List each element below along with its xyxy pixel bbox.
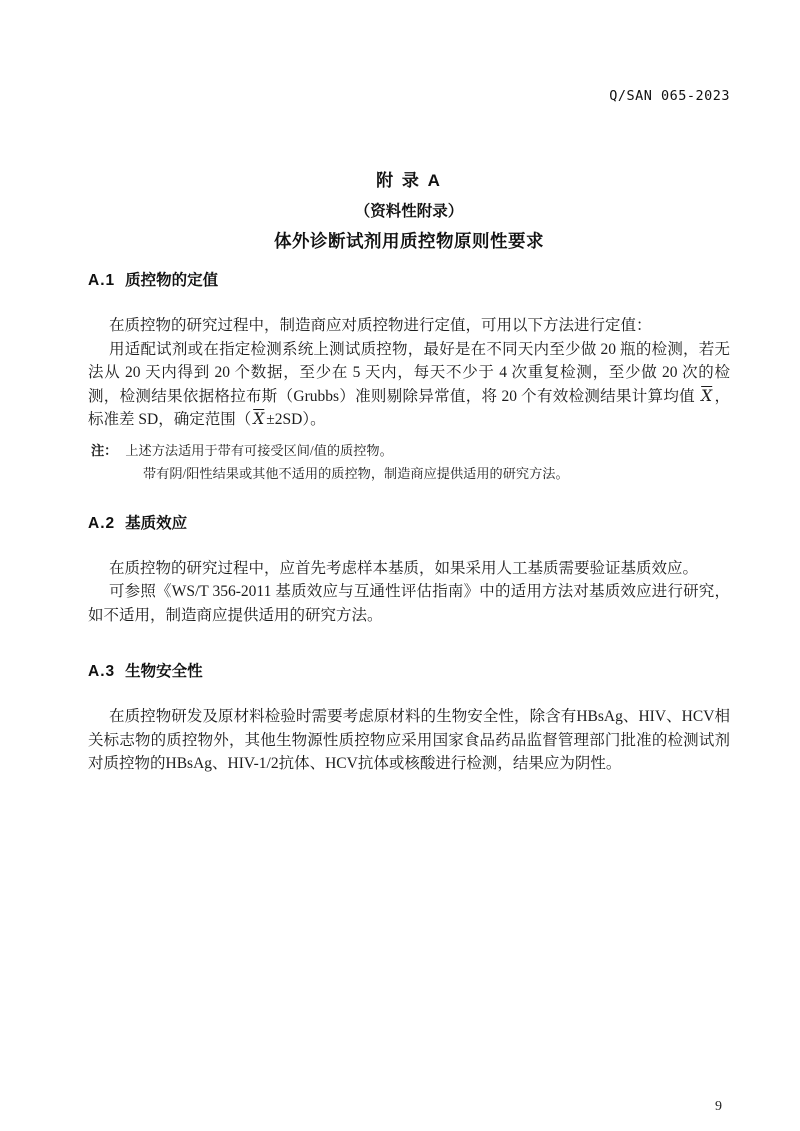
paragraph-text: ±2SD）。 bbox=[266, 411, 326, 428]
section-a3-body bbox=[88, 705, 730, 776]
note-text: 上述方法适用于带有可接受区间/值的质控物。 bbox=[125, 442, 393, 458]
annex-title: 附 录 A bbox=[376, 171, 442, 190]
paragraph-with-formula bbox=[88, 338, 730, 432]
section-heading-a1 bbox=[88, 268, 730, 290]
paragraph: 在质控物研发及原材料检验时需要考虑原材料的生物安全性，除含有HBsAg、HIV、HCV相关标志物的质控物外，其他生物源性质控物应采用国家食品药品监督管理部门批准的检测试剂对质控物的HBsAg、HIV-1/2抗体、HCV抗体或核酸进行检测，结果应为阴性。 bbox=[88, 708, 730, 772]
xbar-mean-symbol: $\overline{X}$ bbox=[701, 386, 713, 405]
annex-title-block bbox=[88, 166, 730, 253]
note-block bbox=[91, 439, 730, 485]
section-number: A.3 bbox=[88, 663, 116, 680]
note-label: 注： bbox=[91, 442, 118, 458]
section-number: A.1 bbox=[88, 272, 116, 289]
section-a1-body bbox=[88, 314, 730, 485]
paragraph: 可参照《WS/T 356-2011 基质效应与互通性评估指南》中的适用方法对基质效应进行研究，如不适用，制造商应提供适用的研究方法。 bbox=[88, 583, 730, 624]
section-a2-body bbox=[88, 557, 730, 628]
paragraph-text: 用适配试剂或在指定检测系统上测试质控物，最好是在不同天内至少做 20 瓶的检测，若无法从 20 天内得到 20 个数据，至少在 5 天内，每天不少于 4 次重复检测，至少做 20 次的检测，检测结果依据格拉布斯（Grubbs）准则剔除异常值，将 20 个有效检测结果计算均值 bbox=[88, 340, 730, 405]
page-number: 9 bbox=[715, 1099, 722, 1114]
section-number: A.2 bbox=[88, 514, 116, 532]
note-line: 带有阴/阳性结果或其他不适用的质控物，制造商应提供适用的研究方法。 bbox=[143, 465, 569, 481]
section-heading-a3 bbox=[88, 659, 730, 681]
note-line bbox=[91, 439, 730, 462]
section-title: 生物安全性 bbox=[125, 663, 203, 680]
paragraph: 在质控物的研究过程中，制造商应对质控物进行定值，可用以下方法进行定值： bbox=[109, 317, 652, 334]
paragraph: 在质控物的研究过程中，应首先考虑样本基质，如果采用人工基质需要验证基质效应。 bbox=[109, 559, 699, 577]
section-heading-a2 bbox=[88, 511, 730, 533]
annex-type-label: （资料性附录） bbox=[354, 203, 464, 220]
header-doc-code: Q/SAN 065-2023 bbox=[609, 88, 730, 104]
section-title: 基质效应 bbox=[125, 514, 188, 532]
paragraph-text: ，标准差 SD，确定范围（ bbox=[88, 387, 730, 428]
xbar-mean-symbol: $\overline{X}$ bbox=[253, 410, 265, 428]
annex-subject-title: 体外诊断试剂用质控物原则性要求 bbox=[274, 231, 544, 251]
section-title: 质控物的定值 bbox=[125, 272, 219, 289]
